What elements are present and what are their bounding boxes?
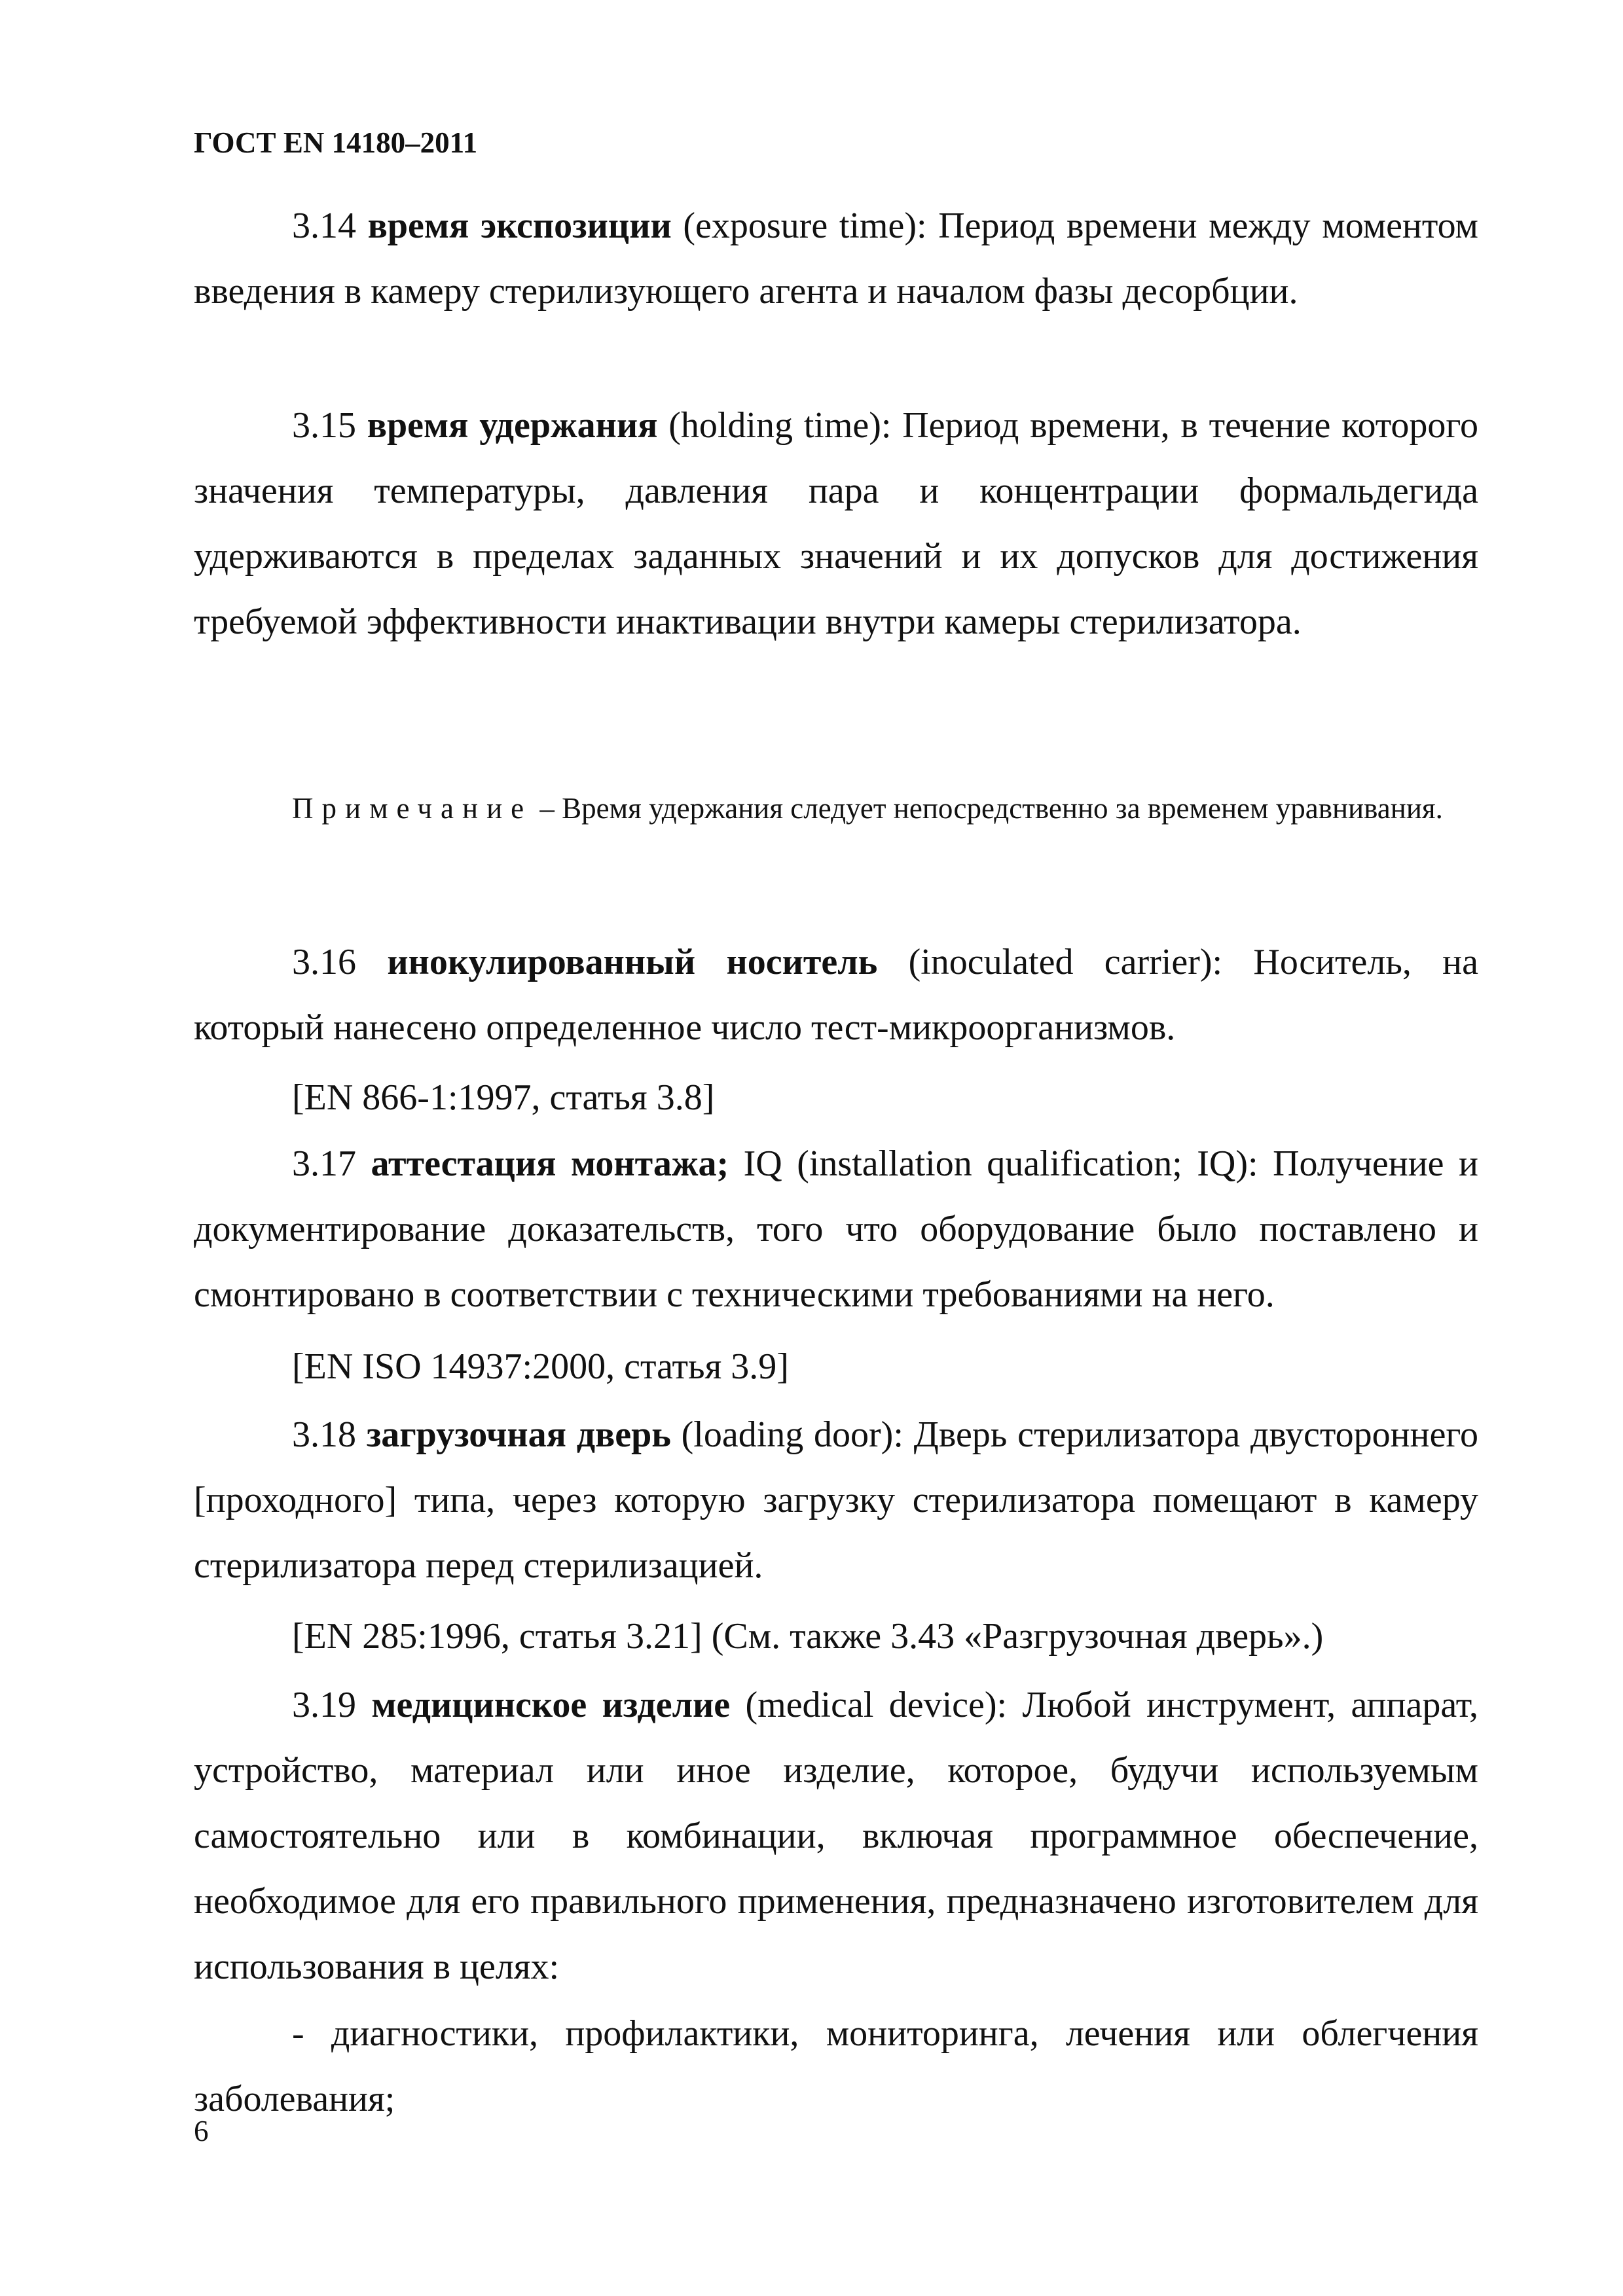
document-header: ГОСТ EN 14180–2011 <box>194 126 478 159</box>
definition-3-16 <box>194 929 1478 1060</box>
list-item-diagnostics: - диагностики, профилактики, мониторинга, лечения или облегчения заболевания; <box>194 2013 1478 2119</box>
clause-number: 3.14 <box>292 206 356 246</box>
reference-3-16: [EN 866-1:1997, статья 3.8] <box>292 1077 715 1118</box>
clause-number: 3.15 <box>292 405 356 446</box>
definition-text: (exposure time): Период времени между моментом введения в камеру стерилизующего агента и началом фазы десорбции. <box>194 206 1478 312</box>
clause-number: 3.16 <box>292 942 356 982</box>
note <box>194 778 1478 838</box>
page-number: 6 <box>194 2115 209 2147</box>
term: инокулированный носитель <box>387 942 878 982</box>
definition-3-17 <box>194 1131 1478 1327</box>
clause-number: 3.19 <box>292 1685 356 1725</box>
definition-text: (holding time): Период времени, в течение которого значения температуры, давления пара и концентрации формальдегида удерживаются в пределах заданных значений и их допусков для достижения требуемой эффективности инактивации внутри камеры стерилизатора. <box>194 405 1479 642</box>
definition-text: (inoculated carrier): Носитель, на который нанесено определенное число тест-микроорганизмов. <box>194 942 1479 1048</box>
definition-3-18 <box>194 1402 1478 1598</box>
reference-3-18: [EN 285:1996, статья 3.21] (См. также 3.43 «Разгрузочная дверь».) <box>292 1616 1324 1657</box>
definition-text: (medical device): Любой инструмент, аппарат, устройство, материал или иное изделие, которое, будучи используемым самостоятельно или в комбинации, включая программное обеспечение, необходимое для его правильного применения, предназначено изготовителем для использования в целях: <box>194 1685 1479 1987</box>
note-label: Примечание <box>292 792 533 825</box>
definition-3-14 <box>194 193 1478 324</box>
reference-3-17: [EN ISO 14937:2000, статья 3.9] <box>292 1346 789 1387</box>
term: время удержания <box>367 405 658 446</box>
term: загрузочная дверь <box>366 1414 671 1455</box>
definition-text: IQ (installation qualification; IQ): Получение и документирование доказательств, того что оборудование было поставлено и смонтировано в соответствии с техническими требованиями на него. <box>194 1143 1478 1315</box>
clause-number: 3.18 <box>292 1414 356 1455</box>
definition-3-15 <box>194 393 1478 655</box>
term: время экспозиции <box>367 206 672 246</box>
term: аттестация монтажа; <box>371 1143 729 1184</box>
clause-number: 3.17 <box>292 1143 356 1184</box>
definition-3-19 <box>194 1672 1478 2000</box>
definition-text: (loading door): Дверь стерилизатора двустороннего [проходного] типа, через которую загрузку стерилизатора помещают в камеру стерилизатора перед стерилизацией. <box>194 1414 1478 1586</box>
note-text: – Время удержания следует непосредственно за временем уравнивания. <box>532 792 1443 825</box>
term: медицинское изделие <box>371 1685 731 1725</box>
